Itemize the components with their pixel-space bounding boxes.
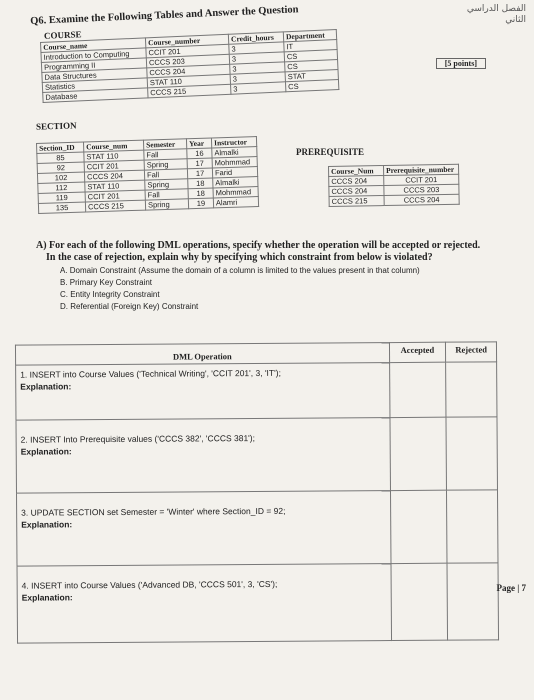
dml-statement: 2. INSERT Into Prerequisite values ('CCCS 382', 'CCCS 381'); bbox=[20, 433, 256, 445]
cell: CCCS 204 bbox=[384, 194, 459, 205]
cell: CCCS 204 bbox=[84, 170, 144, 182]
explanation-label: Explanation: bbox=[20, 446, 72, 457]
table-row bbox=[329, 194, 459, 206]
cell: 3 bbox=[229, 52, 284, 64]
cell: 92 bbox=[37, 162, 84, 173]
rejected-cell[interactable] bbox=[447, 490, 498, 563]
explanation-label: Explanation: bbox=[20, 381, 72, 392]
header-right-line1: الفصل الدراسي bbox=[466, 4, 526, 14]
course-col-dept: Department bbox=[283, 30, 336, 42]
list-item: A. Domain Constraint (Assume the domain of a column is limited to the values present in that column) bbox=[60, 266, 420, 275]
cell: CCCS 204 bbox=[329, 186, 384, 197]
cell: Spring bbox=[145, 199, 188, 210]
cell: Data Structures bbox=[42, 68, 147, 83]
header-right-line2: الثاني bbox=[505, 15, 526, 25]
cell: CCCS 204 bbox=[147, 64, 230, 78]
accepted-cell[interactable] bbox=[390, 417, 447, 490]
cell: CS bbox=[284, 50, 337, 62]
cell: CCIT 201 bbox=[384, 174, 459, 185]
cell: CCCS 204 bbox=[329, 176, 384, 187]
constraint-options bbox=[60, 265, 486, 313]
prereq-col-course: Course_Num bbox=[329, 166, 384, 177]
list-item: D. Referential (Foreign Key) Constraint bbox=[60, 302, 199, 311]
dml-cell bbox=[16, 418, 390, 494]
table-row bbox=[17, 563, 499, 643]
cell: Almalki bbox=[212, 147, 257, 158]
section-col-instructor: Instructor bbox=[211, 137, 256, 148]
cell: CCIT 201 bbox=[84, 160, 144, 172]
dml-cell bbox=[17, 564, 391, 644]
cell: STAT 110 bbox=[84, 150, 144, 162]
section-col-year: Year bbox=[186, 138, 211, 149]
cell: Introduction to Computing bbox=[41, 48, 146, 63]
cell: 19 bbox=[188, 198, 213, 209]
explanation-label: Explanation: bbox=[21, 519, 73, 530]
cell: CCCS 215 bbox=[148, 84, 231, 98]
question-title: Q6. Examine the Following Tables and Answer the Question bbox=[30, 4, 299, 27]
cell: Fall bbox=[145, 189, 188, 200]
cell: 119 bbox=[38, 192, 85, 203]
cell: 16 bbox=[187, 148, 212, 159]
section-table bbox=[36, 136, 259, 214]
cell: 135 bbox=[38, 202, 85, 213]
explanation-label: Explanation: bbox=[21, 592, 73, 603]
cell: 3 bbox=[229, 42, 284, 54]
instruction-b: In the case of rejection, explain why by specifying which constraint from below is violated? bbox=[46, 252, 433, 263]
prereq-table-label: PREREQUISITE bbox=[296, 147, 365, 157]
page-number: Page | 7 bbox=[496, 583, 526, 593]
instructions bbox=[36, 240, 486, 313]
cell: CCIT 201 bbox=[85, 190, 145, 202]
accepted-cell[interactable] bbox=[391, 563, 448, 640]
cell: 102 bbox=[37, 172, 84, 183]
dml-statement: 1. INSERT into Course Values ('Technical Writing', 'CCIT 201', 3, 'IT'); bbox=[20, 367, 281, 380]
course-col-number: Course_number bbox=[145, 34, 228, 48]
cell: Programming II bbox=[41, 58, 146, 73]
rejected-cell[interactable] bbox=[446, 362, 497, 417]
dml-col-accepted: Accepted bbox=[389, 342, 446, 362]
cell: STAT 110 bbox=[147, 74, 230, 88]
table-row bbox=[16, 417, 497, 493]
cell: Fall bbox=[144, 149, 187, 160]
cell: 17 bbox=[187, 158, 212, 169]
list-item: B. Primary Key Constraint bbox=[60, 278, 153, 287]
list-item: C. Entity Integrity Constraint bbox=[60, 290, 160, 299]
cell: 85 bbox=[37, 152, 84, 163]
prereq-table bbox=[328, 164, 460, 207]
cell: 112 bbox=[38, 182, 85, 193]
cell: Statistics bbox=[42, 78, 147, 93]
cell: Fall bbox=[144, 169, 187, 180]
accepted-cell[interactable] bbox=[390, 490, 447, 563]
course-col-name: Course_name bbox=[41, 38, 146, 53]
cell: Farid bbox=[212, 167, 257, 178]
cell: Almalki bbox=[213, 177, 258, 188]
cell: Database bbox=[43, 88, 148, 103]
dml-table bbox=[15, 341, 499, 643]
cell: Mohmmad bbox=[212, 157, 257, 168]
accepted-cell[interactable] bbox=[389, 362, 446, 417]
cell: Alamri bbox=[213, 197, 258, 208]
section-col-semester: Semester bbox=[143, 139, 186, 150]
rejected-cell[interactable] bbox=[447, 563, 498, 640]
instruction-a: A) For each of the following DML operations, specify whether the operation will be accepted or rejected. bbox=[36, 240, 481, 251]
cell: CCCS 203 bbox=[384, 184, 459, 195]
cell: CCCS 215 bbox=[329, 196, 384, 207]
dml-statement: 4. INSERT into Course Values ('Advanced DB, 'CCCS 501', 3, 'CS'); bbox=[21, 578, 278, 591]
cell: CCCS 203 bbox=[146, 54, 229, 68]
cell: 18 bbox=[188, 178, 213, 189]
prereq-col-number: Prerequisite_number bbox=[384, 164, 459, 175]
course-col-credit: Credit_hours bbox=[228, 32, 283, 44]
dml-cell bbox=[16, 363, 390, 421]
header-right bbox=[467, 4, 526, 26]
section-col-id: Section_ID bbox=[37, 142, 84, 153]
section-table-label: SECTION bbox=[35, 120, 77, 132]
rejected-cell[interactable] bbox=[446, 417, 497, 490]
cell: IT bbox=[284, 40, 337, 52]
cell: STAT bbox=[285, 70, 338, 82]
cell: STAT 110 bbox=[85, 180, 145, 192]
course-table bbox=[40, 29, 339, 103]
cell: CS bbox=[285, 80, 338, 92]
dml-statement: 3. UPDATE SECTION set Semester = 'Winter' where Section_ID = 92; bbox=[21, 505, 286, 518]
dml-col-rejected: Rejected bbox=[446, 342, 497, 362]
table-row bbox=[16, 362, 497, 420]
cell: 3 bbox=[230, 62, 285, 74]
dml-cell bbox=[16, 491, 390, 567]
cell: Spring bbox=[145, 179, 188, 190]
cell: CS bbox=[285, 60, 338, 72]
cell: 3 bbox=[230, 72, 285, 84]
course-table-label: COURSE bbox=[43, 29, 82, 41]
cell: CCIT 201 bbox=[146, 44, 229, 58]
cell: 3 bbox=[231, 82, 286, 94]
cell: 18 bbox=[188, 188, 213, 199]
cell: Spring bbox=[144, 159, 187, 170]
points-badge: [5 points] bbox=[436, 58, 486, 69]
section-col-course: Course_num bbox=[83, 140, 143, 152]
cell: CCCS 215 bbox=[85, 200, 145, 212]
dml-col-operation: DML Operation bbox=[15, 343, 389, 366]
table-row bbox=[16, 490, 497, 566]
cell: Mohmmad bbox=[213, 187, 258, 198]
cell: 17 bbox=[187, 168, 212, 179]
